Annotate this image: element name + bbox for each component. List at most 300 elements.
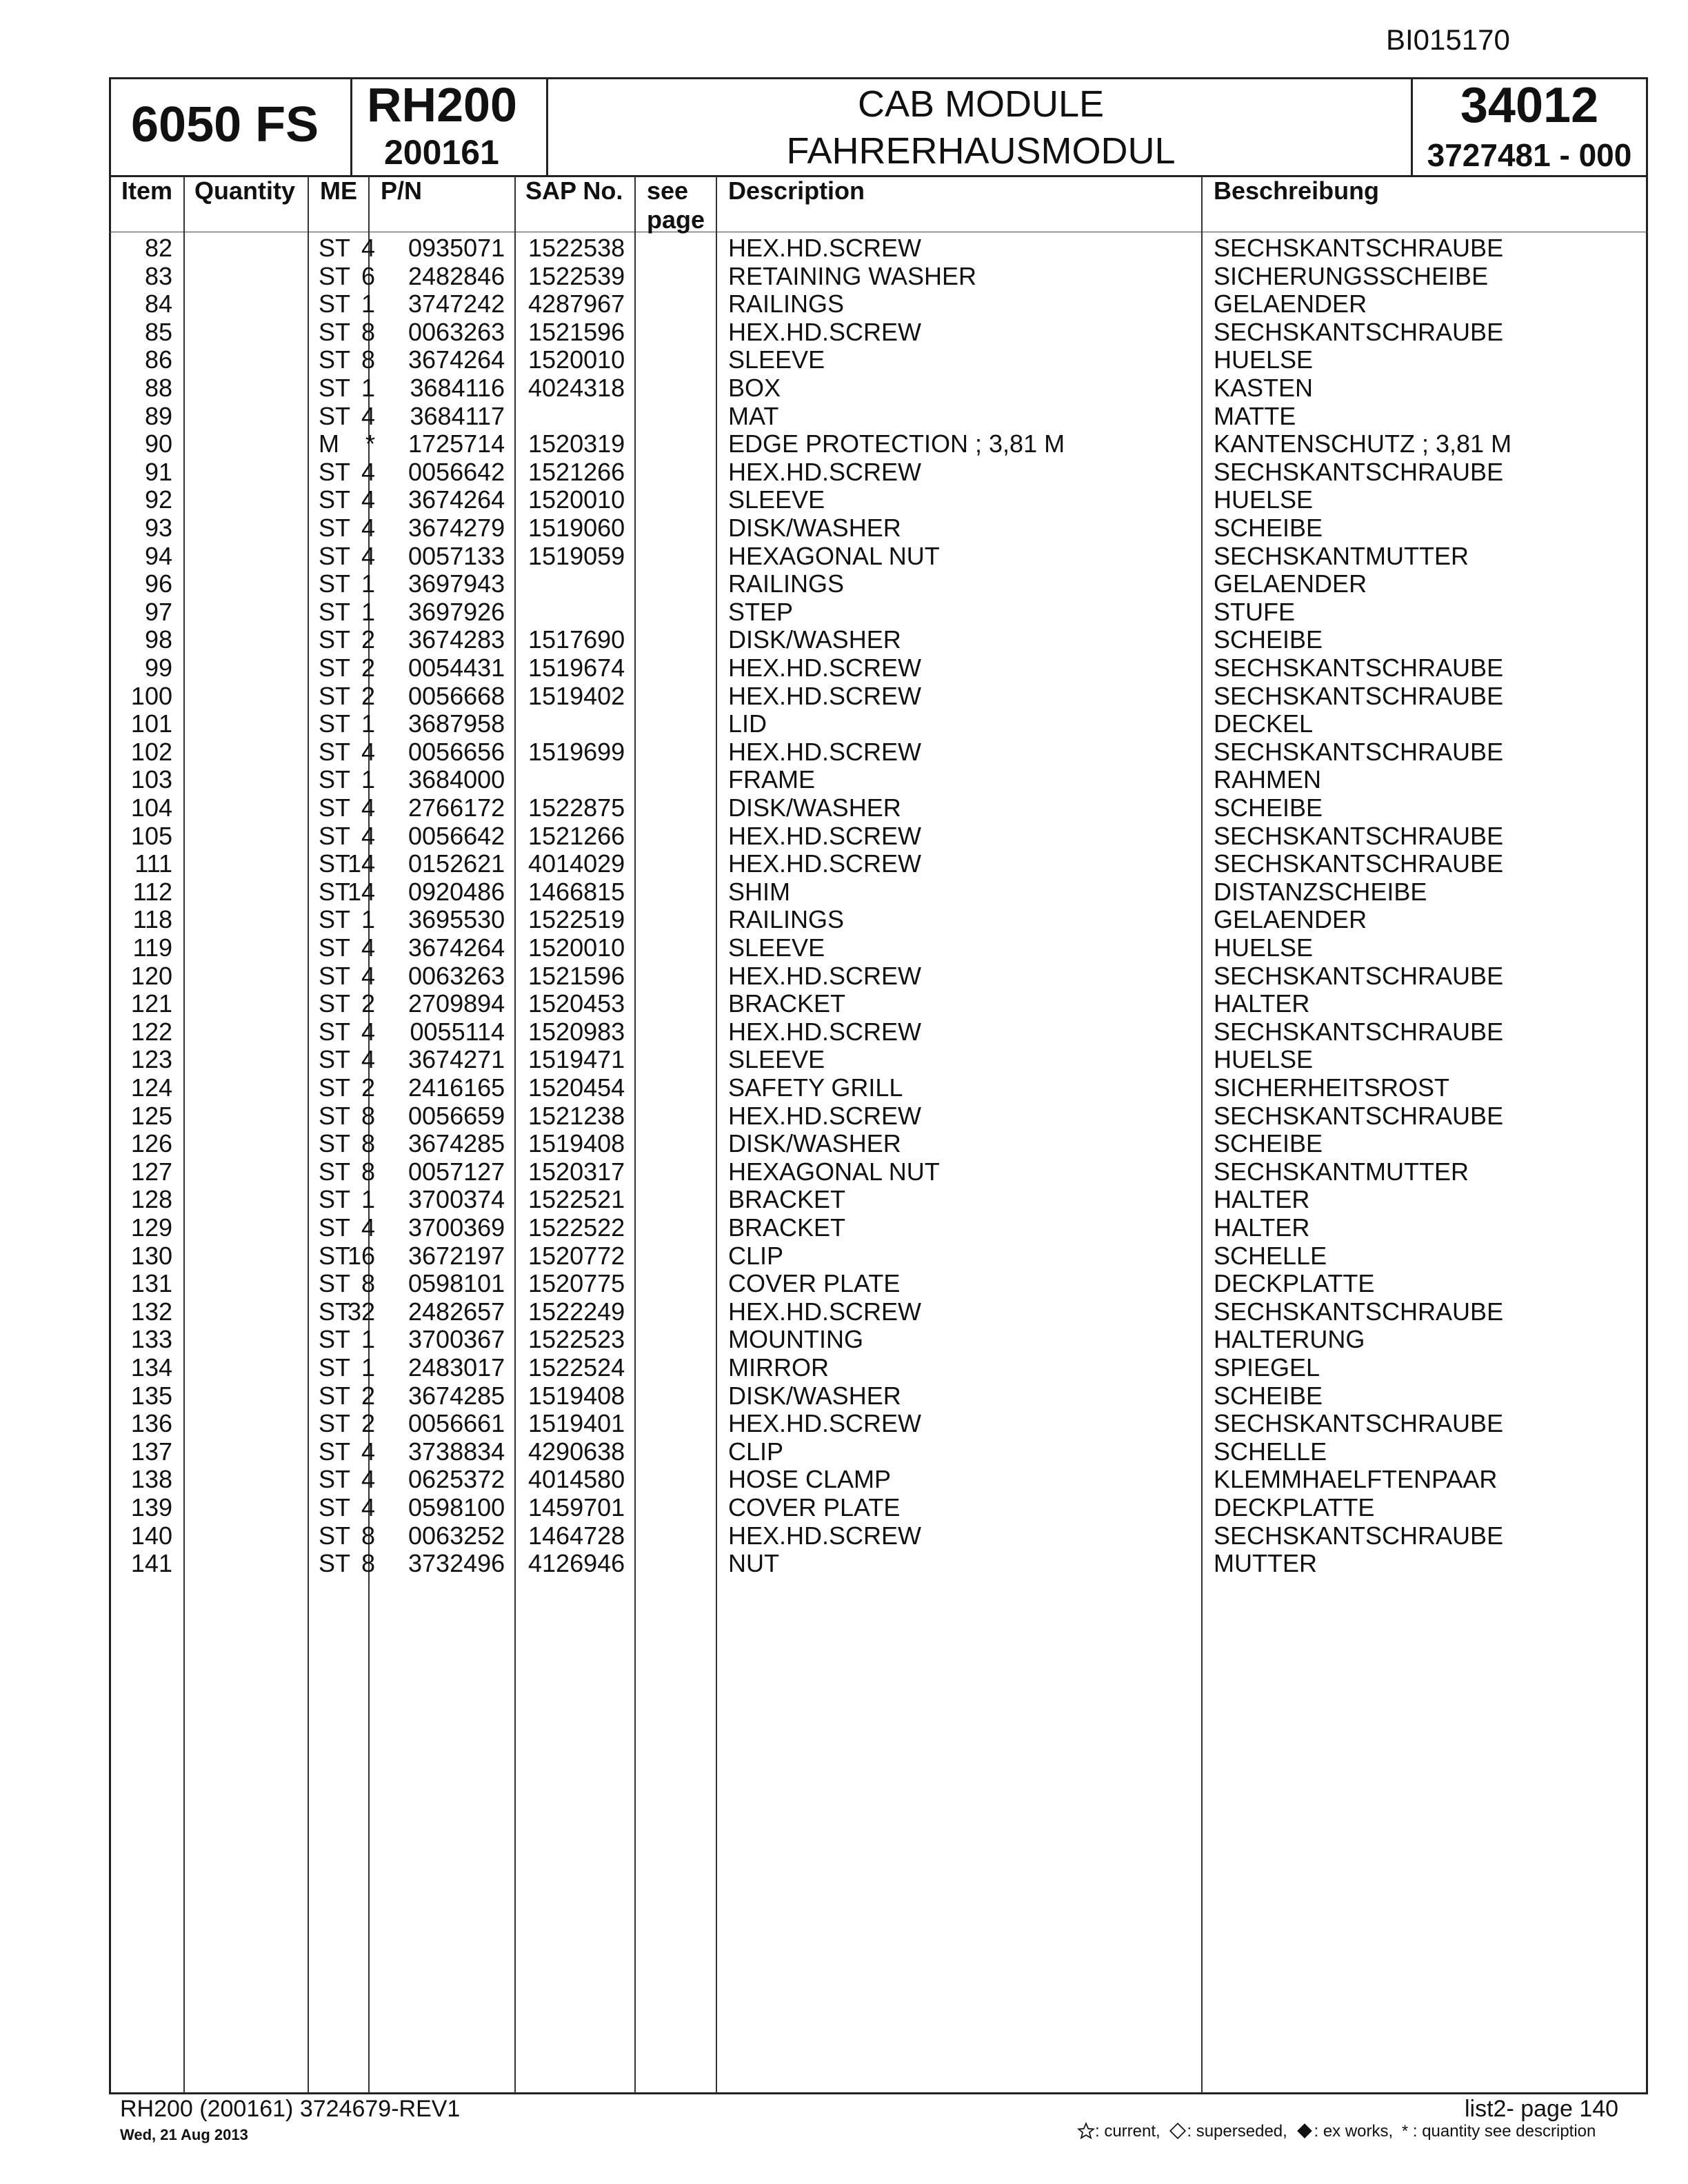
cell-sap: 1519059 — [528, 541, 625, 570]
cell-me: ST — [319, 877, 351, 906]
cell-item: 92 — [144, 485, 172, 514]
cell-item: 126 — [130, 1129, 172, 1158]
cell-sap: 4014029 — [528, 849, 625, 878]
table-row — [109, 1130, 1648, 1158]
cell-desc: BRACKET — [728, 1213, 846, 1242]
cell-desc: HEX.HD.SCREW — [728, 1297, 922, 1326]
cell-besch: SECHSKANTSCHRAUBE — [1214, 1017, 1504, 1046]
cell-besch: HALTERUNG — [1214, 1325, 1365, 1354]
cell-pn: 0057133 — [408, 541, 505, 570]
table-row — [109, 318, 1648, 347]
table-row — [109, 1382, 1648, 1410]
cell-item: 82 — [144, 234, 172, 262]
cell-item: 100 — [130, 681, 172, 710]
cell-me: ST — [319, 654, 351, 682]
cell-qty: 14 — [347, 849, 375, 878]
cell-qty: 8 — [361, 1157, 375, 1186]
cell-sap: 1459701 — [528, 1493, 625, 1521]
legend-current: : current, — [1095, 2122, 1160, 2141]
cell-besch: SECHSKANTSCHRAUBE — [1214, 654, 1504, 682]
cell-item: 136 — [130, 1409, 172, 1438]
cell-sap: 1520010 — [528, 933, 625, 962]
cell-pn: 0056661 — [408, 1409, 505, 1438]
cell-qty: 4 — [361, 821, 375, 850]
cell-item: 84 — [144, 290, 172, 318]
cell-qty: 2 — [361, 625, 375, 654]
cell-qty: 4 — [361, 1437, 375, 1466]
cell-sap: 1520010 — [528, 485, 625, 514]
table-row — [109, 850, 1648, 878]
cell-desc: COVER PLATE — [728, 1269, 901, 1298]
cell-desc: HEX.HD.SCREW — [728, 681, 922, 710]
col-header-me: ME — [320, 176, 357, 205]
cell-me: ST — [319, 345, 351, 374]
cell-sap: 1519060 — [528, 514, 625, 542]
cell-me: ST — [319, 1493, 351, 1521]
cell-me: ST — [319, 514, 351, 542]
table-row — [109, 1046, 1648, 1074]
cell-besch: SECHSKANTSCHRAUBE — [1214, 849, 1504, 878]
table-row — [109, 346, 1648, 374]
cell-besch: SECHSKANTSCHRAUBE — [1214, 1409, 1504, 1438]
cell-besch: SPIEGEL — [1214, 1353, 1320, 1382]
module-title-en: CAB MODULE — [857, 83, 1105, 125]
cell-besch: SECHSKANTSCHRAUBE — [1214, 961, 1504, 990]
cell-me: ST — [319, 1017, 351, 1046]
cell-besch: SECHSKANTSCHRAUBE — [1214, 1101, 1504, 1130]
star-icon — [1077, 2122, 1095, 2140]
machine-name: RH200 — [367, 78, 517, 132]
cell-besch: KLEMMHAELFTENPAAR — [1214, 1465, 1498, 1494]
cell-item: 120 — [130, 961, 172, 990]
cell-desc: HEX.HD.SCREW — [728, 317, 922, 346]
cell-sap: 1520453 — [528, 989, 625, 1018]
cell-pn: 0056668 — [408, 681, 505, 710]
cell-pn: 3674264 — [408, 933, 505, 962]
cell-item: 130 — [130, 1241, 172, 1270]
cell-item: 90 — [144, 429, 172, 458]
cell-sap: 1520317 — [528, 1157, 625, 1186]
cell-besch: SCHELLE — [1214, 1241, 1327, 1270]
cell-item: 129 — [130, 1213, 172, 1242]
cell-pn: 0063263 — [408, 317, 505, 346]
col-header-beschreibung: Beschreibung — [1214, 176, 1380, 205]
cell-pn: 2482846 — [408, 261, 505, 290]
cell-besch: SCHEIBE — [1214, 793, 1323, 822]
cell-qty: 8 — [361, 1101, 375, 1130]
cell-item: 91 — [144, 457, 172, 486]
cell-me: ST — [319, 793, 351, 822]
cell-desc: CLIP — [728, 1437, 784, 1466]
cell-qty: 2 — [361, 681, 375, 710]
cell-desc: DISK/WASHER — [728, 1381, 901, 1410]
cell-item: 104 — [130, 793, 172, 822]
table-row — [109, 766, 1648, 794]
cell-me: ST — [319, 569, 351, 598]
cell-me: ST — [319, 234, 351, 262]
cell-sap: 1522539 — [528, 261, 625, 290]
footer-page: list2- page 140 — [1465, 2096, 1619, 2122]
table-row — [109, 990, 1648, 1018]
model-name: 6050 FS — [131, 97, 319, 152]
cell-me: ST — [319, 1073, 351, 1102]
table-row — [109, 458, 1648, 487]
cell-sap: 1519408 — [528, 1129, 625, 1158]
table-row — [109, 1494, 1648, 1522]
cell-me: ST — [319, 457, 351, 486]
cell-pn: 0152621 — [408, 849, 505, 878]
cell-pn: 0598100 — [408, 1493, 505, 1521]
table-row — [109, 1466, 1648, 1494]
table-row — [109, 934, 1648, 962]
col-header-page: page — [647, 205, 705, 234]
legend-quantity: * : quantity see description — [1401, 2122, 1596, 2141]
cell-besch: KANTENSCHUTZ ; 3,81 M — [1214, 429, 1512, 458]
cell-qty: 8 — [361, 317, 375, 346]
cell-qty: 4 — [361, 541, 375, 570]
cell-besch: SECHSKANTSCHRAUBE — [1214, 737, 1504, 766]
table-row — [109, 598, 1648, 627]
cell-desc: HEX.HD.SCREW — [728, 1409, 922, 1438]
cell-item: 102 — [130, 737, 172, 766]
cell-desc: CLIP — [728, 1241, 784, 1270]
cell-desc: FRAME — [728, 765, 815, 794]
table-row — [109, 1326, 1648, 1354]
footer-legend — [1077, 2122, 1600, 2141]
table-row — [109, 626, 1648, 654]
cell-me: ST — [319, 821, 351, 850]
cell-desc: HEX.HD.SCREW — [728, 1521, 922, 1550]
cell-sap: 1519674 — [528, 654, 625, 682]
col-header-quantity: Quantity — [194, 176, 296, 205]
cell-pn: 0055114 — [410, 1017, 505, 1046]
cell-qty: 4 — [361, 485, 375, 514]
cell-sap: 1521596 — [528, 961, 625, 990]
cell-sap: 1464728 — [528, 1521, 625, 1550]
cell-pn: 0625372 — [408, 1465, 505, 1494]
cell-item: 112 — [132, 877, 172, 906]
cell-desc: HEX.HD.SCREW — [728, 849, 922, 878]
cell-pn: 3695530 — [408, 905, 505, 934]
cell-qty: 1 — [361, 905, 375, 934]
cell-desc: MIRROR — [728, 1353, 829, 1382]
cell-me: M — [319, 429, 339, 458]
cell-qty: 4 — [361, 401, 375, 430]
cell-qty: 4 — [361, 514, 375, 542]
cell-me: ST — [319, 1129, 351, 1158]
cell-desc: HEX.HD.SCREW — [728, 821, 922, 850]
cell-qty: 2 — [361, 989, 375, 1018]
table-row — [109, 290, 1648, 318]
cell-me: ST — [319, 1353, 351, 1382]
cell-desc: HEX.HD.SCREW — [728, 654, 922, 682]
cell-qty: 1 — [361, 1325, 375, 1354]
cell-besch: SCHEIBE — [1214, 1381, 1323, 1410]
cell-item: 140 — [130, 1521, 172, 1550]
cell-qty: 4 — [361, 457, 375, 486]
cell-sap: 1517690 — [528, 625, 625, 654]
cell-sap: 1522521 — [528, 1185, 625, 1214]
cell-besch: SECHSKANTSCHRAUBE — [1214, 457, 1504, 486]
cell-item: 127 — [130, 1157, 172, 1186]
cell-item: 83 — [144, 261, 172, 290]
cell-me: ST — [319, 1549, 351, 1578]
header-divider — [546, 77, 548, 176]
cell-sap: 1520010 — [528, 345, 625, 374]
cell-besch: HALTER — [1214, 1185, 1310, 1214]
cell-besch: SCHELLE — [1214, 1437, 1327, 1466]
cell-qty: 1 — [361, 569, 375, 598]
cell-desc: SAFETY GRILL — [728, 1073, 903, 1102]
table-row — [109, 1438, 1648, 1466]
table-row — [109, 570, 1648, 598]
cell-desc: LID — [728, 709, 767, 738]
cell-besch: DECKEL — [1214, 709, 1314, 738]
cell-me: ST — [319, 317, 351, 346]
cell-besch: HALTER — [1214, 989, 1310, 1018]
cell-item: 85 — [144, 317, 172, 346]
table-row — [109, 738, 1648, 767]
cell-desc: BRACKET — [728, 1185, 846, 1214]
cell-sap: 1521238 — [528, 1101, 625, 1130]
cell-pn: 2709894 — [408, 989, 505, 1018]
table-row — [109, 654, 1648, 682]
cell-desc: SLEEVE — [728, 1045, 825, 1074]
cell-item: 94 — [144, 541, 172, 570]
cell-desc: SHIM — [728, 877, 790, 906]
cell-pn: 3700367 — [408, 1325, 505, 1354]
cell-pn: 3674285 — [408, 1129, 505, 1158]
cell-me: ST — [319, 961, 351, 990]
col-header-description: Description — [728, 176, 865, 205]
table-row — [109, 234, 1648, 263]
cell-besch: GELAENDER — [1214, 905, 1367, 934]
cell-pn: 0056642 — [408, 821, 505, 850]
cell-item: 134 — [130, 1353, 172, 1382]
cell-sap: 4024318 — [528, 374, 625, 402]
table-row — [109, 878, 1648, 907]
cell-desc: RAILINGS — [728, 905, 845, 934]
cell-sap: 4290638 — [528, 1437, 625, 1466]
cell-pn: 3674264 — [408, 485, 505, 514]
cell-desc: HEX.HD.SCREW — [728, 234, 922, 262]
cell-item: 86 — [144, 345, 172, 374]
table-row — [109, 1074, 1648, 1102]
cell-besch: MUTTER — [1214, 1549, 1317, 1578]
cell-item: 89 — [144, 401, 172, 430]
cell-me: ST — [319, 737, 351, 766]
cell-pn: 0935071 — [408, 234, 505, 262]
cell-me: ST — [319, 1465, 351, 1494]
cell-pn: 3738834 — [408, 1437, 505, 1466]
cell-me: ST — [319, 541, 351, 570]
cell-qty: 8 — [361, 1521, 375, 1550]
cell-pn: 0056659 — [408, 1101, 505, 1130]
table-row — [109, 710, 1648, 738]
cell-me: ST — [319, 1521, 351, 1550]
cell-pn: 0057127 — [408, 1157, 505, 1186]
cell-qty: 4 — [361, 1045, 375, 1074]
cell-pn: 2416165 — [408, 1073, 505, 1102]
legend-ex-works: : ex works, — [1314, 2122, 1394, 2141]
cell-qty: 4 — [361, 961, 375, 990]
table-row — [109, 1410, 1648, 1438]
table-row — [109, 263, 1648, 291]
table-row — [109, 403, 1648, 431]
cell-item: 135 — [130, 1381, 172, 1410]
cell-sap: 1521266 — [528, 457, 625, 486]
cell-item: 141 — [130, 1549, 172, 1578]
serial-number: 200161 — [384, 133, 499, 172]
cell-qty: 2 — [361, 1381, 375, 1410]
table-row — [109, 430, 1648, 458]
cell-besch: SECHSKANTSCHRAUBE — [1214, 317, 1504, 346]
cell-qty: 2 — [361, 654, 375, 682]
cell-me: ST — [319, 1437, 351, 1466]
table-row — [109, 822, 1648, 851]
cell-sap: 1520454 — [528, 1073, 625, 1102]
table-row — [109, 1018, 1648, 1046]
cell-desc: BOX — [728, 374, 781, 402]
cell-besch: HUELSE — [1214, 345, 1314, 374]
table-row — [109, 1186, 1648, 1214]
cell-desc: RAILINGS — [728, 290, 845, 318]
legend-superseded: : superseded, — [1187, 2122, 1287, 2141]
cell-desc: DISK/WASHER — [728, 1129, 901, 1158]
cell-sap: 1522524 — [528, 1353, 625, 1382]
cell-sap: 1522523 — [528, 1325, 625, 1354]
cell-item: 88 — [144, 374, 172, 402]
cell-pn: 0063263 — [408, 961, 505, 990]
cell-pn: 2766172 — [408, 793, 505, 822]
cell-item: 122 — [130, 1017, 172, 1046]
cell-item: 96 — [144, 569, 172, 598]
cell-pn: 3732496 — [408, 1549, 505, 1578]
cell-qty: * — [365, 429, 375, 458]
cell-item: 125 — [130, 1101, 172, 1130]
cell-besch: SECHSKANTSCHRAUBE — [1214, 234, 1504, 262]
cell-me: ST — [319, 1269, 351, 1298]
cell-item: 101 — [130, 709, 172, 738]
cell-qty: 1 — [361, 709, 375, 738]
cell-besch: GELAENDER — [1214, 290, 1367, 318]
cell-pn: 3672197 — [408, 1241, 505, 1270]
table-row — [109, 1550, 1648, 1578]
cell-pn: 3674283 — [408, 625, 505, 654]
cell-desc: RAILINGS — [728, 569, 845, 598]
cell-pn: 0063252 — [408, 1521, 505, 1550]
cell-besch: RAHMEN — [1214, 765, 1322, 794]
cell-besch: SECHSKANTSCHRAUBE — [1214, 1297, 1504, 1326]
cell-desc: EDGE PROTECTION ; 3,81 M — [728, 429, 1065, 458]
document-number: 3727481 - 000 — [1427, 137, 1632, 173]
cell-me: ST — [319, 681, 351, 710]
cell-qty: 8 — [361, 1549, 375, 1578]
cell-besch: DECKPLATTE — [1214, 1493, 1375, 1521]
cell-pn: 3700369 — [408, 1213, 505, 1242]
cell-me: ST — [319, 1213, 351, 1242]
cell-item: 123 — [130, 1045, 172, 1074]
cell-me: ST — [319, 374, 351, 402]
module-title-de: FAHRERHAUSMODUL — [786, 130, 1176, 172]
cell-pn: 3700374 — [408, 1185, 505, 1214]
cell-desc: BRACKET — [728, 989, 846, 1018]
cell-desc: STEP — [728, 597, 794, 626]
cell-besch: HALTER — [1214, 1213, 1310, 1242]
cell-desc: MAT — [728, 401, 779, 430]
cell-qty: 6 — [361, 261, 375, 290]
cell-me: ST — [319, 401, 351, 430]
cell-item: 97 — [144, 597, 172, 626]
document-code: BI015170 — [1386, 23, 1510, 56]
cell-desc: HEX.HD.SCREW — [728, 961, 922, 990]
cell-besch: SECHSKANTSCHRAUBE — [1214, 681, 1504, 710]
diamond-filled-icon — [1296, 2122, 1314, 2140]
cell-qty: 8 — [361, 1129, 375, 1158]
cell-pn: 3684117 — [410, 401, 505, 430]
cell-qty: 4 — [361, 793, 375, 822]
cell-me: ST — [319, 849, 351, 878]
diamond-outline-icon — [1169, 2122, 1187, 2140]
cell-desc: SLEEVE — [728, 485, 825, 514]
cell-item: 103 — [130, 765, 172, 794]
cell-item: 111 — [134, 849, 172, 878]
cell-item: 131 — [130, 1269, 172, 1298]
table-row — [109, 1270, 1648, 1298]
cell-qty: 14 — [347, 877, 375, 906]
cell-sap: 4287967 — [528, 290, 625, 318]
col-header-pn: P/N — [381, 176, 423, 205]
cell-sap: 1520775 — [528, 1269, 625, 1298]
table-row — [109, 1158, 1648, 1186]
table-row — [109, 514, 1648, 543]
cell-qty: 1 — [361, 597, 375, 626]
cell-qty: 4 — [361, 234, 375, 262]
cell-sap: 1522522 — [528, 1213, 625, 1242]
cell-item: 138 — [130, 1465, 172, 1494]
cell-item: 105 — [130, 821, 172, 850]
cell-besch: SCHEIBE — [1214, 514, 1323, 542]
cell-pn: 0598101 — [408, 1269, 505, 1298]
cell-me: ST — [319, 290, 351, 318]
col-header-sap: SAP No. — [525, 176, 623, 205]
cell-besch: DECKPLATTE — [1214, 1269, 1375, 1298]
cell-pn: 3674271 — [408, 1045, 505, 1074]
cell-qty: 1 — [361, 1353, 375, 1382]
table-row — [109, 962, 1648, 991]
cell-qty: 4 — [361, 737, 375, 766]
table-row — [109, 486, 1648, 514]
cell-desc: DISK/WASHER — [728, 514, 901, 542]
cell-sap: 1522875 — [528, 793, 625, 822]
cell-sap: 4014580 — [528, 1465, 625, 1494]
cell-pn: 3697926 — [408, 597, 505, 626]
cell-qty: 8 — [361, 345, 375, 374]
cell-qty: 1 — [361, 1185, 375, 1214]
cell-me: ST — [319, 709, 351, 738]
cell-desc: DISK/WASHER — [728, 625, 901, 654]
cell-qty: 2 — [361, 1073, 375, 1102]
cell-besch: HUELSE — [1214, 485, 1314, 514]
cell-me: ST — [319, 1101, 351, 1130]
cell-qty: 8 — [361, 1269, 375, 1298]
cell-desc: HEX.HD.SCREW — [728, 737, 922, 766]
cell-pn: 2482657 — [408, 1297, 505, 1326]
cell-me: ST — [319, 1241, 351, 1270]
col-header-see-page — [647, 176, 705, 234]
cell-qty: 4 — [361, 1213, 375, 1242]
cell-me: ST — [319, 597, 351, 626]
